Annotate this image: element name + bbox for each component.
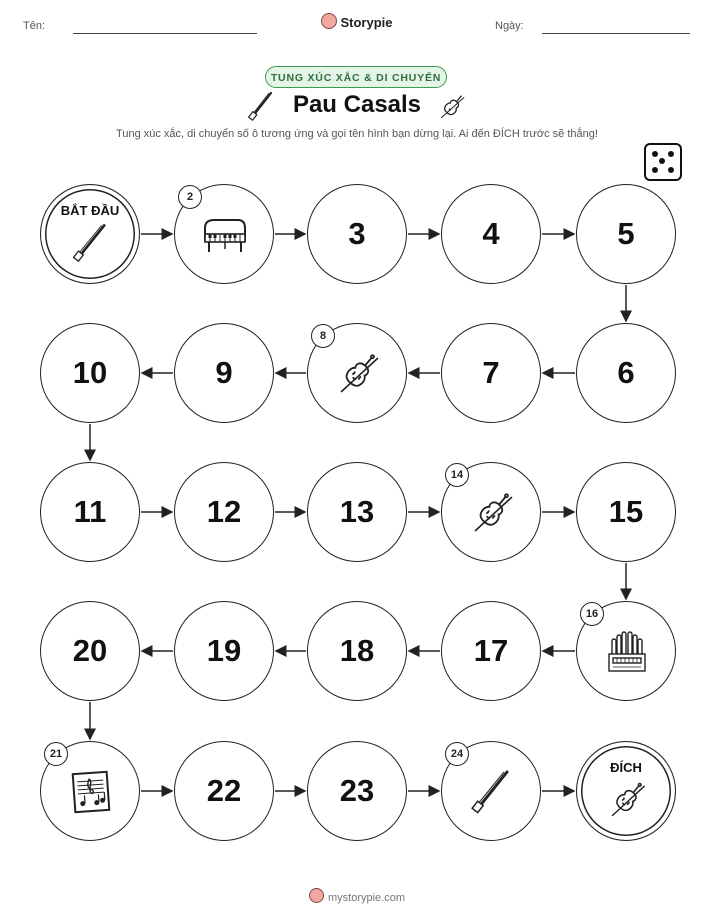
space-number: 18 xyxy=(339,633,375,668)
space-number: 3 xyxy=(348,216,366,251)
board-space xyxy=(40,462,140,562)
space-number-badge: 2 xyxy=(178,185,202,209)
finish-space xyxy=(576,741,676,841)
space-number: 12 xyxy=(206,494,242,529)
space-number-badge: 14 xyxy=(445,463,469,487)
space-number-badge: 8 xyxy=(311,324,335,348)
board-space xyxy=(174,323,274,423)
board-space xyxy=(307,323,407,423)
space-number-badge: 21 xyxy=(44,742,68,766)
space-number: 22 xyxy=(206,773,242,808)
violin-icon xyxy=(605,778,649,822)
space-number: 7 xyxy=(482,355,500,390)
space-number: 4 xyxy=(482,216,500,251)
space-number: 19 xyxy=(206,633,242,668)
date-label: Ngày: xyxy=(495,20,524,32)
sheet-music-icon xyxy=(66,767,116,817)
board-space xyxy=(576,462,676,562)
space-number: 17 xyxy=(473,633,509,668)
board-space xyxy=(307,462,407,562)
board-space xyxy=(307,741,407,841)
brand-name: Storypie xyxy=(340,15,393,30)
organ-icon xyxy=(602,627,652,677)
footer xyxy=(0,888,714,904)
bow-icon xyxy=(467,767,517,817)
space-number-badge: 24 xyxy=(445,742,469,766)
space-number: 11 xyxy=(73,494,107,529)
board-space xyxy=(40,741,140,841)
space-number: 6 xyxy=(617,355,635,390)
start-label: BẮT ĐẦU xyxy=(60,203,120,218)
board-space xyxy=(441,323,541,423)
board-space xyxy=(576,323,676,423)
violin-icon xyxy=(333,349,383,399)
board-space xyxy=(174,601,274,701)
space-number-badge: 16 xyxy=(580,602,604,626)
board-space xyxy=(441,184,541,284)
page-title: Pau Casals xyxy=(292,91,422,118)
instructions: Tung xúc xắc, di chuyển số ô tương ứng và gọi tên hình bạn dừng lại. Ai đến ĐÍCH trước sẽ thắng! xyxy=(116,128,598,140)
space-number: 10 xyxy=(72,355,108,390)
space-number: 5 xyxy=(617,216,635,251)
footer-site: mystorypie.com xyxy=(327,892,406,904)
bow-icon xyxy=(69,221,113,265)
game-tag: TUNG XÚC XẮC & DI CHUYỂN xyxy=(265,66,447,88)
space-number: 20 xyxy=(72,633,108,668)
space-number: 13 xyxy=(339,494,375,529)
board-space xyxy=(174,184,274,284)
start-space xyxy=(40,184,140,284)
finish-label: ĐÍCH xyxy=(610,760,642,775)
board-space xyxy=(40,601,140,701)
board-space xyxy=(174,741,274,841)
space-number: 15 xyxy=(608,494,644,529)
board-space xyxy=(441,601,541,701)
board-space xyxy=(441,741,541,841)
space-number: 23 xyxy=(339,773,375,808)
board-space xyxy=(441,462,541,562)
board-space xyxy=(576,184,676,284)
violin-icon xyxy=(467,488,517,538)
board-space xyxy=(174,462,274,562)
board-space xyxy=(40,323,140,423)
piano-icon xyxy=(200,210,250,260)
board-space xyxy=(307,601,407,701)
bear-icon xyxy=(309,888,324,903)
board-space xyxy=(576,601,676,701)
space-number: 9 xyxy=(215,355,233,390)
board-space xyxy=(307,184,407,284)
name-label: Tên: xyxy=(23,20,46,32)
